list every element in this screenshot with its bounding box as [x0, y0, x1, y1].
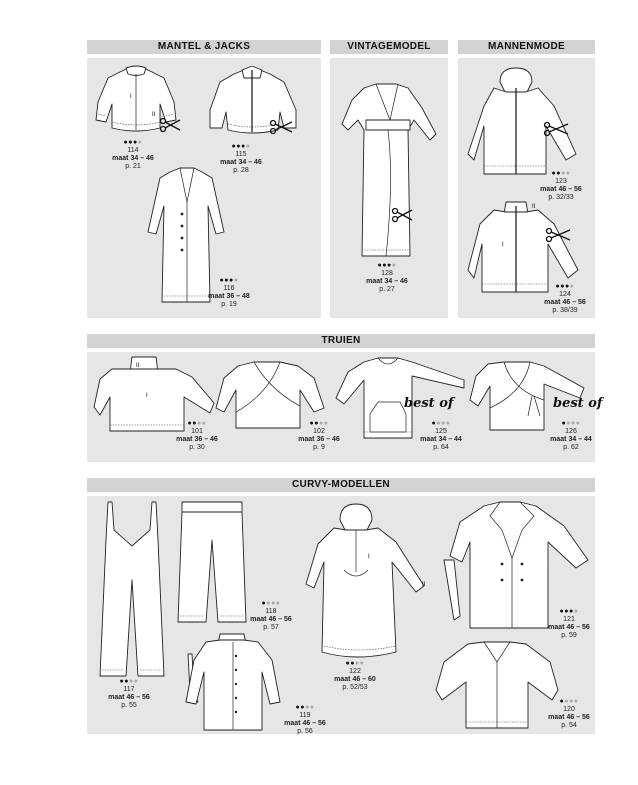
item-number: 116: [223, 285, 235, 292]
label-121: [544, 608, 594, 640]
item-page: p. 30: [189, 444, 205, 451]
difficulty-dots: ●●●●: [309, 420, 329, 427]
item-page: p. 28: [233, 167, 249, 174]
item-size: maat 46 – 56: [548, 624, 590, 631]
difficulty-dots: ●●●●: [559, 698, 579, 705]
item-number: 118: [265, 608, 277, 615]
difficulty-dots: ●●●●: [295, 704, 315, 711]
item-number: 101: [191, 428, 203, 435]
item-size: maat 34 – 44: [550, 436, 592, 443]
section-header-vintage: VINTAGEMODEL: [330, 40, 448, 54]
garment-119-shirt[interactable]: [184, 632, 284, 734]
garment-115-zip-jacket[interactable]: [204, 66, 304, 142]
difficulty-dots: ●●●●: [261, 600, 281, 607]
item-page: p. 62: [563, 444, 579, 451]
difficulty-dots: ●●●●: [551, 170, 571, 177]
svg-text:I: I: [130, 94, 132, 100]
section-header-curvy: CURVY-MODELLEN: [87, 478, 595, 492]
best-of-badge: best of: [553, 396, 603, 411]
item-page: p. 32/33: [548, 194, 574, 201]
garment-117-jumpsuit[interactable]: [92, 500, 172, 680]
garment-123-hooded-jacket[interactable]: [466, 66, 580, 178]
section-header-mannen: MANNENMODE: [458, 40, 595, 54]
label-120: [544, 698, 594, 730]
item-size: maat 46 – 56: [284, 720, 326, 727]
item-page: p. 9: [313, 444, 325, 451]
svg-text:II: II: [422, 582, 426, 588]
item-page: p. 27: [379, 286, 395, 293]
item-page: p. 19: [221, 301, 237, 308]
garment-128-wrap-dress[interactable]: [340, 80, 440, 260]
item-page: p. 38/39: [552, 307, 578, 314]
item-page: p. 64: [433, 444, 449, 451]
item-size: maat 34 – 46: [220, 159, 262, 166]
label-116: [204, 277, 254, 309]
difficulty-dots: ●●●●: [431, 420, 451, 427]
item-number: 126: [565, 428, 577, 435]
difficulty-dots: ●●●●: [219, 277, 239, 284]
svg-text:I: I: [146, 393, 148, 399]
label-123: [536, 170, 586, 202]
item-number: 123: [555, 178, 567, 185]
item-number: 122: [349, 668, 361, 675]
item-size: maat 36 – 48: [208, 293, 250, 300]
label-118: [246, 600, 296, 632]
item-size: maat 34 – 46: [112, 155, 154, 162]
item-size: maat 34 – 46: [366, 278, 408, 285]
difficulty-dots: ●●●●: [377, 262, 397, 269]
item-number: 114: [127, 147, 139, 154]
difficulty-dots: ●●●●: [123, 139, 143, 146]
label-124: [540, 283, 590, 315]
item-size: maat 46 – 56: [544, 299, 586, 306]
garment-118-trousers[interactable]: [176, 500, 248, 626]
item-number: 128: [381, 270, 393, 277]
item-size: maat 46 – 60: [334, 676, 376, 683]
difficulty-dots: ●●●●: [555, 283, 575, 290]
item-number: 119: [299, 712, 311, 719]
item-size: maat 36 – 46: [176, 436, 218, 443]
item-page: p. 52/53: [342, 684, 368, 691]
difficulty-dots: ●●●●: [231, 143, 251, 150]
item-page: p. 54: [561, 722, 577, 729]
item-number: 120: [563, 706, 575, 713]
label-126: [546, 420, 596, 452]
item-page: p. 57: [263, 624, 279, 631]
item-size: maat 34 – 44: [420, 436, 462, 443]
item-page: p. 21: [125, 163, 141, 170]
item-number: 121: [563, 616, 575, 623]
svg-text:I: I: [368, 554, 370, 560]
svg-text:II: II: [532, 204, 536, 210]
label-117: [104, 678, 154, 710]
item-number: 124: [559, 291, 571, 298]
garment-114-bomber-jacket[interactable]: [90, 64, 182, 138]
label-125: [416, 420, 466, 452]
item-number: 115: [235, 151, 247, 158]
difficulty-dots: ●●●●: [187, 420, 207, 427]
label-128: [362, 262, 412, 294]
garment-122-hooded-dress[interactable]: [302, 502, 434, 662]
item-page: p. 59: [561, 632, 577, 639]
item-number: 102: [313, 428, 325, 435]
svg-text:II: II: [136, 363, 140, 369]
svg-text:I: I: [502, 242, 504, 248]
difficulty-dots: ●●●●: [559, 608, 579, 615]
best-of-badge: best of: [404, 396, 454, 411]
item-number: 125: [435, 428, 447, 435]
item-number: 117: [123, 686, 135, 693]
item-page: p. 56: [297, 728, 313, 735]
section-header-truien: TRUIEN: [87, 334, 595, 348]
item-page: p. 55: [121, 702, 137, 709]
garment-124-zip-jacket[interactable]: [466, 200, 584, 296]
section-header-mantel: MANTEL & JACKS: [87, 40, 321, 54]
item-size: maat 46 – 56: [540, 186, 582, 193]
difficulty-dots: ●●●●: [561, 420, 581, 427]
item-size: maat 46 – 56: [250, 616, 292, 623]
label-122: [330, 660, 380, 692]
garment-120-batwing-top[interactable]: [432, 640, 562, 732]
svg-text:II: II: [152, 112, 156, 118]
label-119: [280, 704, 330, 736]
item-size: maat 46 – 56: [108, 694, 150, 701]
item-size: maat 36 – 46: [298, 436, 340, 443]
difficulty-dots: ●●●●: [345, 660, 365, 667]
item-size: maat 46 – 56: [548, 714, 590, 721]
difficulty-dots: ●●●●: [119, 678, 139, 685]
